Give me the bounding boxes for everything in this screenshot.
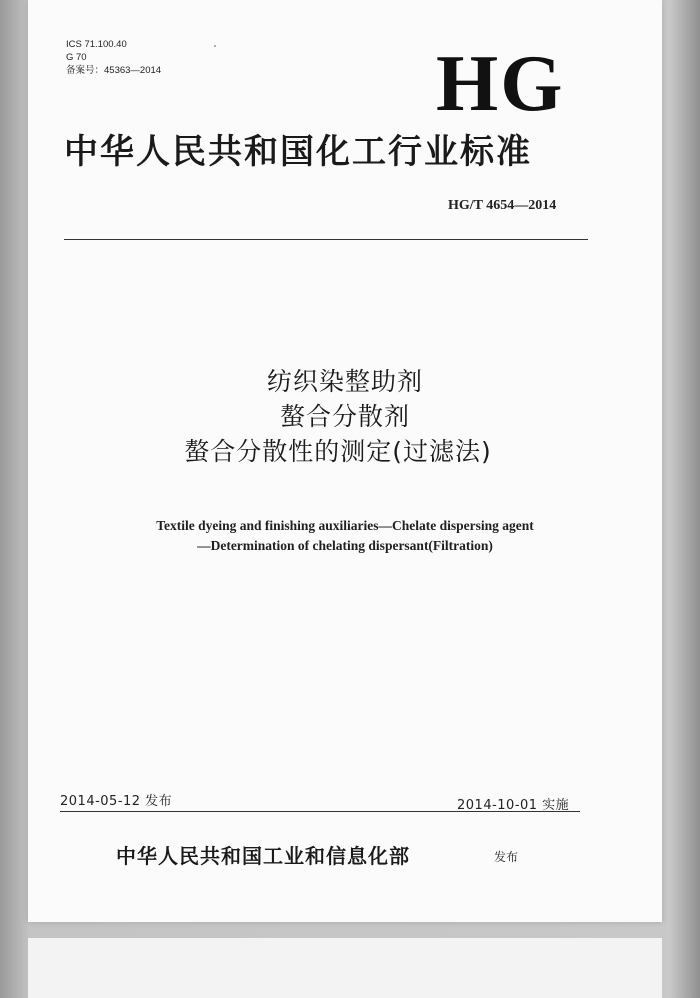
ccs-code: G 70 bbox=[66, 52, 87, 63]
cn-title-line-2: 螯合分散剂 bbox=[279, 402, 410, 431]
filing-number: 备案号：45363—2014 bbox=[66, 65, 162, 76]
publish-label: 发布 bbox=[494, 850, 519, 864]
publisher-name: 中华人民共和国工业和信息化部 bbox=[116, 844, 410, 868]
cn-title-line-3: 螯合分散性的测定(过滤法) bbox=[184, 437, 492, 466]
en-title-line-2: —Determination of chelating dispersant(Filtration) bbox=[197, 538, 493, 553]
standard-number: HG/T 4654—2014 bbox=[448, 198, 557, 213]
classification-block bbox=[66, 38, 161, 77]
bottom-divider bbox=[60, 811, 580, 812]
top-divider bbox=[64, 239, 588, 240]
document-page bbox=[28, 0, 662, 922]
implementation-date: 2014-10-01 实施 bbox=[457, 798, 570, 813]
en-title-line-1: Textile dyeing and finishing auxiliaries—Chelate dispersing agent bbox=[156, 518, 534, 533]
issue-date: 2014-05-12 发布 bbox=[60, 794, 173, 809]
english-title-block bbox=[28, 516, 662, 556]
hg-logo: HG bbox=[436, 40, 565, 128]
next-page-edge bbox=[28, 938, 662, 998]
cn-title-line-1: 纺织染整助剂 bbox=[266, 367, 423, 396]
ics-code: ICS 71.100.40 bbox=[66, 39, 127, 50]
standard-category-title: 中华人民共和国化工行业标准 bbox=[64, 132, 532, 172]
scan-speck bbox=[214, 45, 216, 47]
chinese-title-block bbox=[28, 364, 662, 469]
